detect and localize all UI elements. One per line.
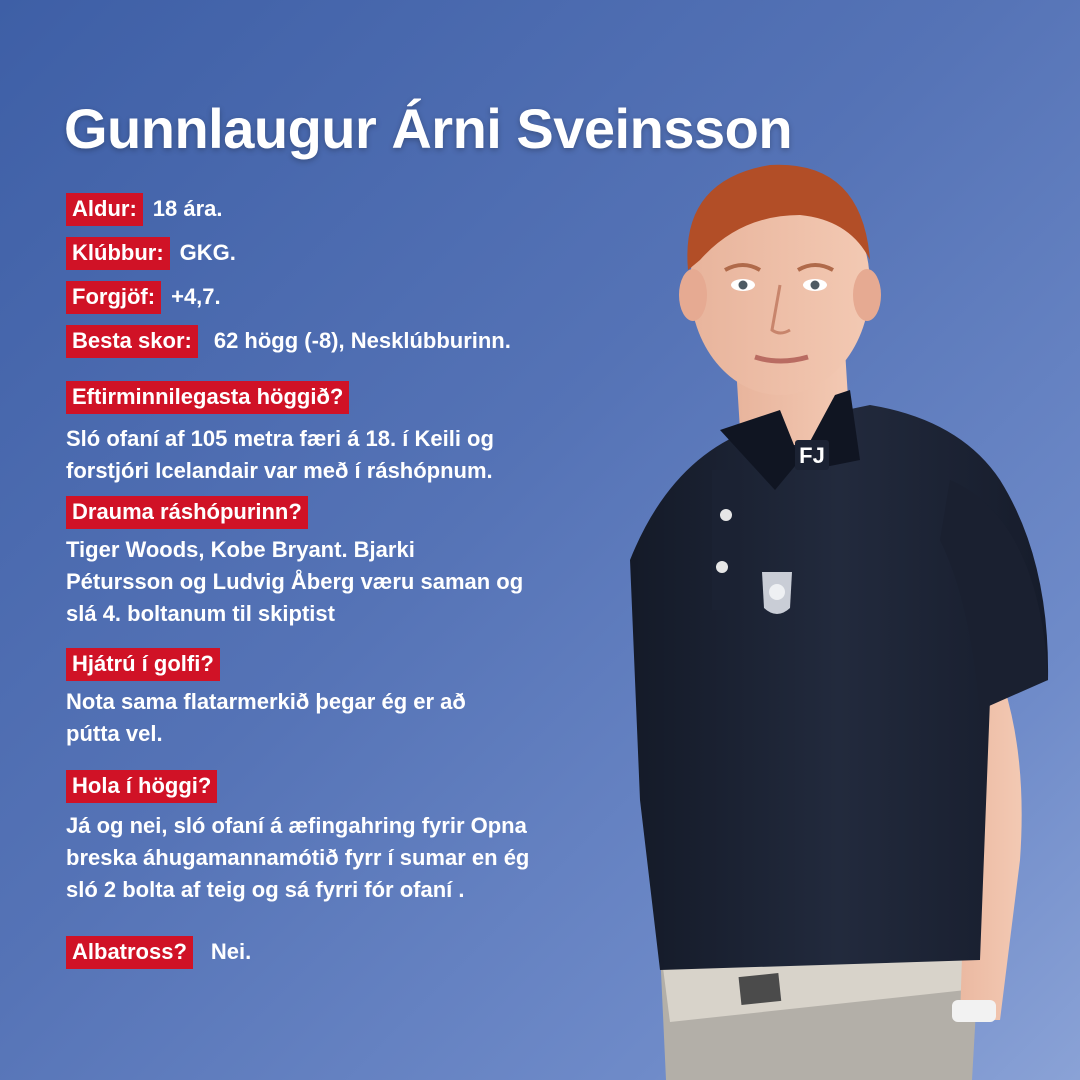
fj-logo: FJ (799, 443, 825, 468)
question-hole-in-one (66, 770, 217, 803)
question-label: Hola í höggi? (66, 770, 217, 803)
answer-line: Pétursson og Ludvig Åberg væru saman og (66, 569, 524, 594)
answer-line: Nota sama flatarmerkið þegar ég er að (66, 689, 466, 714)
question-label: Albatross? (66, 936, 193, 969)
question-memorable-shot (66, 381, 349, 414)
answer-line: forstjóri Icelandair var með í ráshópnum. (66, 458, 493, 483)
answer-hole-in-one (66, 810, 626, 906)
question-label: Eftirminnilegasta höggið? (66, 381, 349, 414)
answer-line: breska áhugamannamótið fyrr í sumar en ég (66, 845, 530, 870)
answer-memorable-shot (66, 423, 626, 487)
answer-line: slá 4. boltanum til skiptist (66, 601, 335, 626)
fact-value: GKG. (179, 240, 236, 265)
answer-line: Tiger Woods, Kobe Bryant. Bjarki (66, 537, 415, 562)
answer-line: sló 2 bolta af teig og sá fyrri fór ofaní . (66, 877, 465, 902)
answer-line: Sló ofaní af 105 metra færi á 18. í Keili og (66, 426, 494, 451)
fact-club (66, 237, 236, 270)
answer-line: pútta vel. (66, 721, 163, 746)
question-albatross (66, 936, 251, 969)
answer-albatross: Nei. (210, 939, 252, 964)
player-photo (600, 160, 1080, 1080)
fact-label: Klúbbur: (66, 237, 170, 270)
answer-superstition (66, 686, 626, 750)
question-label: Drauma ráshópurinn? (66, 496, 308, 529)
fact-best-score (66, 325, 511, 358)
question-dream-group (66, 496, 308, 529)
page-title: Gunnlaugur Árni Sveinsson (64, 97, 793, 160)
fact-value: +4,7. (171, 284, 221, 309)
question-label: Hjátrú í golfi? (66, 648, 220, 681)
fact-label: Forgjöf: (66, 281, 161, 314)
fact-value: 62 högg (-8), Nesklúbburinn. (213, 328, 511, 353)
answer-line: Já og nei, sló ofaní á æfingahring fyrir Opna (66, 813, 527, 838)
fact-handicap (66, 281, 221, 314)
fact-age (66, 193, 223, 226)
fact-value: 18 ára. (152, 196, 223, 221)
fact-label: Aldur: (66, 193, 143, 226)
question-superstition (66, 648, 220, 681)
answer-dream-group (66, 534, 626, 630)
fact-label: Besta skor: (66, 325, 198, 358)
